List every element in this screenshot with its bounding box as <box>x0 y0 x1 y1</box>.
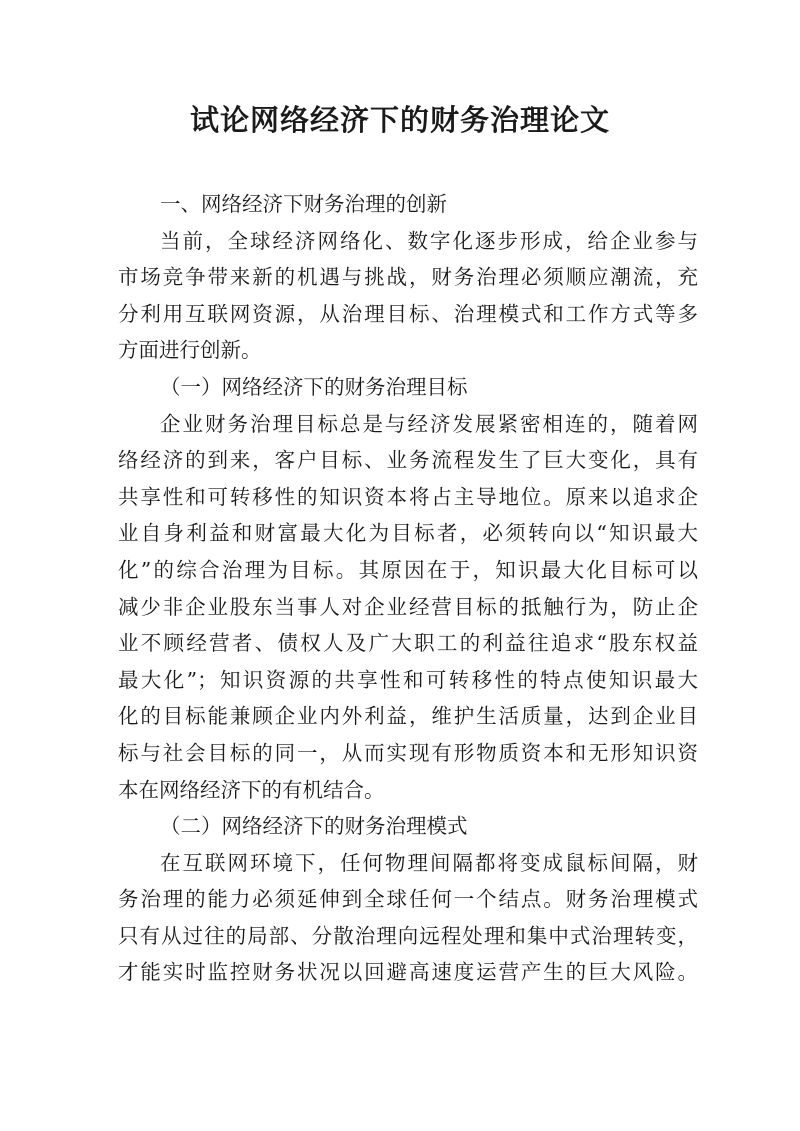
paragraph-line: 本在网络经济下的有机结合。 <box>118 777 385 802</box>
section-heading-1: 一、网络经济下财务治理的创新 <box>160 192 447 216</box>
paragraph-line: 共享性和可转移性的知识资本将占主导地位。原来以追求企 <box>118 484 698 509</box>
paragraph-line: 市场竞争带来新的机遇与挑战，财务治理必须顺应潮流，充 <box>118 265 698 290</box>
paragraph-line: 化”的综合治理为目标。其原因在于，知识最大化目标可以 <box>118 557 698 582</box>
paragraph-line: 务治理的能力必须延伸到全球任何一个结点。财务治理模式 <box>118 887 698 912</box>
paragraph-line: 减少非企业股东当事人对企业经营目标的抵触行为，防止企 <box>118 594 698 619</box>
paragraph-line: 方面进行创新。 <box>118 338 262 363</box>
paragraph-line: 业自身利益和财富最大化为目标者，必须转向以“知识最大 <box>118 521 698 546</box>
paragraph-line: 化的目标能兼顾企业内外利益，维护生活质量，达到企业目 <box>118 704 698 729</box>
paragraph-line: 只有从过往的局部、分散治理向远程处理和集中式治理转变， <box>118 923 698 948</box>
paragraph-line: 当前，全球经济网络化、数字化逐步形成，给企业参与 <box>160 228 698 253</box>
paragraph-line: 标与社会目标的同一，从而实现有形物质资本和无形知识资 <box>118 740 698 765</box>
paragraph-line: 分利用互联网资源，从治理目标、治理模式和工作方式等多 <box>118 301 698 326</box>
paragraph-line: 企业财务治理目标总是与经济发展紧密相连的，随着网 <box>160 411 698 436</box>
paragraph-line: 络经济的到来，客户目标、业务流程发生了巨大变化，具有 <box>118 448 698 473</box>
document-title: 试论网络经济下的财务治理论文 <box>189 103 610 137</box>
subsection-heading-2: （二）网络经济下的财务治理模式 <box>160 814 468 839</box>
paragraph-line: 最大化”；知识资源的共享性和可转移性的特点使知识最大 <box>118 667 698 692</box>
paragraph-line: 才能实时监控财务状况以回避高速度运营产生的巨大风险。 <box>118 960 698 985</box>
subsection-heading-1: （一）网络经济下的财务治理目标 <box>160 374 468 399</box>
paragraph-line: 在互联网环境下，任何物理间隔都将变成鼠标间隔，财 <box>160 850 698 875</box>
document-body <box>118 186 698 991</box>
paragraph-line: 业不顾经营者、债权人及广大职工的利益往追求“股东权益 <box>118 631 698 656</box>
